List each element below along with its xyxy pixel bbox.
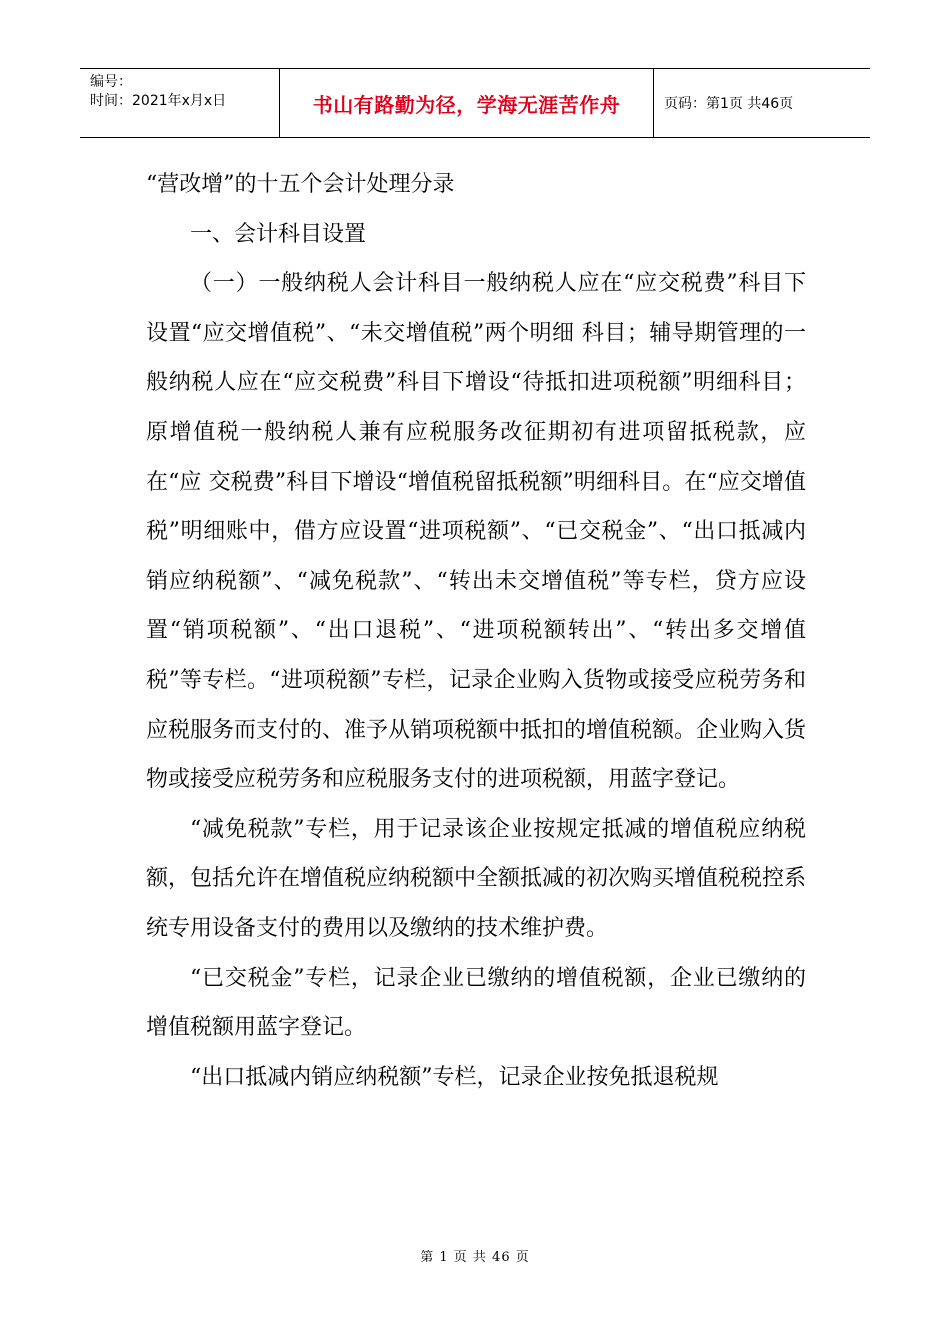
page-footer: [0, 1246, 950, 1265]
time-label: 时间：2021年x月x日: [90, 93, 227, 109]
document-body: [146, 160, 806, 1102]
paragraph: “减免税款”专栏，用于记录该企业按规定抵减的增值税应纳税额，包括允许在增值税应纳税额中全额抵减的初次购买增值税税控系统专用设备支付的费用以及缴纳的技术维护费。: [146, 816, 807, 941]
paragraph: “已交税金”专栏，记录企业已缴纳的增值税额，企业已缴纳的增值税额用蓝字登记。: [146, 965, 806, 1041]
footer-page-number: 第 1 页 共 46 页: [420, 1250, 530, 1265]
number-label: 编号：: [90, 74, 132, 90]
page-info: 页码：第1页 共46页: [664, 96, 794, 112]
document-header: [80, 68, 870, 138]
header-meta: [80, 69, 280, 137]
document-title: “营改增”的十五个会计处理分录: [146, 172, 455, 197]
header-page-cell: [654, 69, 870, 137]
motto-text: 书山有路勤为径，学海无涯苦作舟: [312, 92, 621, 117]
header-motto-cell: [280, 69, 654, 137]
paragraph: “出口抵减内销应纳税额”专栏，记录企业按免抵退税规: [190, 1064, 719, 1090]
paragraph: （一）一般纳税人会计科目一般纳税人应在“应交税费”科目下设置“应交增值税”、“未交增值税”两个明细 科目；辅导期管理的一般纳税人应在“应交税费”科目下增设“待抵扣进项税额”明细科目；原增值税一般纳税人兼有应税服务改征期初有进项留抵税款，应在“应 交税费”科目下增设“增值税留抵税额”明细科目。在“应交增值税”明细账中，借方应设置“进项税额”、“已交税金”、“出口抵减内销应纳税额”、“减免税款”、“转出未交增值税”等专栏，贷方应设置“销项税额”、“出口退税”、“进项税额转出”、“转出多交增值税”等专栏。“进项税额”专栏，记录企业购入货物或接受应税劳务和应税服务而支付的、准予从销项税额中抵扣的增值税额。企业购入货物或接受应税劳务和应税服务支付的进项税额，用蓝字登记。: [146, 271, 807, 793]
section-heading: 一、会计科目设置: [190, 221, 367, 247]
